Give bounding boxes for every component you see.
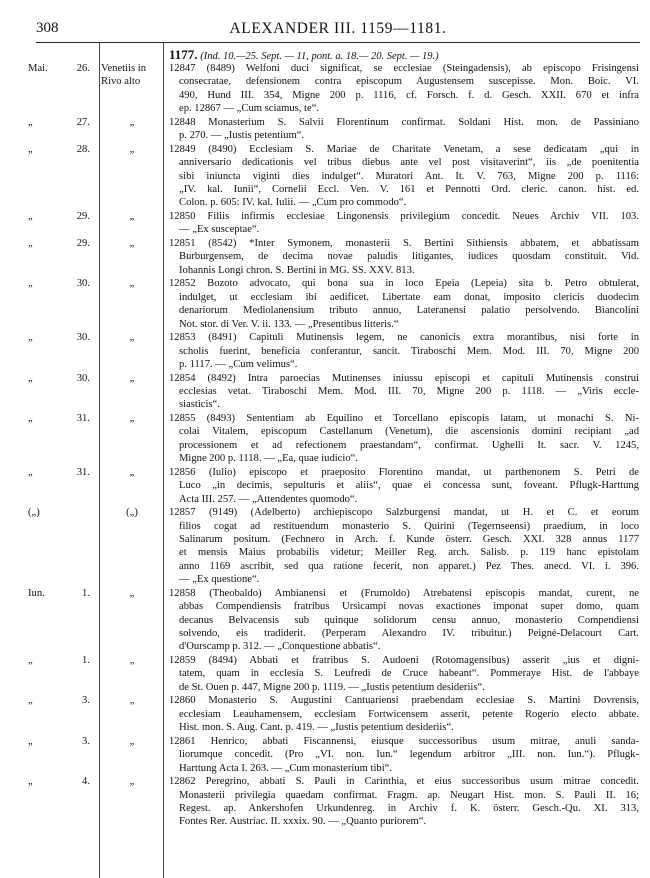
- regest-entry: [169, 587, 639, 654]
- entry-line: anno 1169 ascribit, sed qua ratione fecerit, non apparet.) Pez Thes. anecd. VI. i. 396.: [179, 560, 639, 572]
- entry-line: „IV. kal. Iunii“, Cornelii Eccl. Ven. V. 161 et Pennotti Ord. cleric. canon. hist. ed.: [179, 184, 639, 196]
- entry-date: [28, 210, 98, 223]
- entry-line: Colon. p. 605: IV. kal. Iulii. — „Cum pro commodo“.: [179, 197, 407, 209]
- entry-line: processionem et ad refectionem praestandam“, confirmat. Ughelli It. sacr. V. 1245,: [179, 439, 639, 451]
- entry-place-line: „: [129, 143, 135, 155]
- entry-date: [28, 372, 98, 385]
- entry-line: abbas Compendiensis fratribus Ursicampi novas exactiones imponat super domo, quam: [179, 601, 639, 613]
- entry-place: [101, 775, 163, 788]
- entry-line: tatem, quam in ecclesia S. Leufredi de Cruce habeant“. Pommeraye Hist. de l'abbaye: [179, 668, 639, 680]
- entry-place-line: „: [129, 372, 135, 384]
- entry-line: liorumque concedit. (Pro „VI. non. Iun.“ legendum arbitror „III. non. Iun.“). Pflugk-: [179, 749, 639, 761]
- entry-day: 26.: [76, 63, 90, 74]
- entry-line: 12858 (Theobaldo) Ambianensi et (Frumoldo) Atrebatensi episcopis mandat, curent, ne: [169, 587, 639, 599]
- entry-place-line: „: [129, 587, 135, 599]
- entry-place: [101, 116, 163, 129]
- entry-day: 1.: [82, 587, 90, 599]
- entry-line: indulget, ut ecclesiam ibi aedificet. Libertate eam donat, imposito clericis duodecim: [179, 291, 639, 303]
- entry-place: [101, 506, 163, 519]
- entry-place: [101, 466, 163, 479]
- entry-place-line: „: [129, 655, 135, 666]
- entry-date: [28, 237, 98, 250]
- entry-line: ep. 12867 — „Cum sciamus, te“.: [179, 103, 320, 115]
- regest-entry: [169, 210, 639, 237]
- entry-month: „: [28, 695, 33, 707]
- entry-date: [28, 143, 98, 156]
- entry-line: 12854 (8492) Intra paroecias Mutinenses iniussu episcopi et capituli Mutinensis construi: [169, 372, 639, 384]
- entry-line: siasticis“.: [179, 399, 220, 411]
- entry-place-line: „: [129, 332, 135, 344]
- entry-month: „: [28, 655, 33, 666]
- entry-month: („): [28, 507, 40, 519]
- entry-day: 29.: [76, 238, 90, 249]
- entry-date: [28, 735, 98, 748]
- regest-entry: [169, 237, 639, 277]
- entry-place-line: „: [129, 211, 135, 222]
- entry-place-line: „: [129, 278, 135, 290]
- regest-entry: [169, 116, 639, 143]
- entry-line: 12853 (8491) Capituli Mutinensis legem, ne canonicis extra morantibus, nisi forte in: [169, 332, 639, 344]
- entry-line: — „Ex questione“.: [179, 574, 260, 586]
- entry-line: 12849 (8490) Ecclesiam S. Mariae de Charitate Venetam, a sese dedicatam „qui in: [169, 143, 639, 155]
- entry-month: Mai.: [28, 63, 48, 74]
- entry-line: 12859 (8494) Abbati et fratribus S. Audoeni (Rotomagensibus) asserit „ius et digni-: [169, 655, 639, 666]
- entry-place-line: „: [129, 735, 135, 747]
- entry-day: 30.: [76, 332, 90, 344]
- page-header: [36, 20, 640, 43]
- regest-entry: [169, 694, 639, 734]
- entry-place-line: „: [129, 116, 135, 128]
- entry-date: [28, 587, 98, 600]
- entry-line: p. 270. — „Iustis petentium“.: [179, 130, 305, 142]
- entry-place-line: „: [129, 776, 135, 788]
- entry-date: [28, 654, 98, 667]
- entry-date: [28, 331, 98, 344]
- year-indiction-info: (Ind. 10.—25. Sept. — 11, pont. a. 18.— 20. Sept. — 19.): [200, 51, 439, 62]
- entry-line: ecclesiam Leauhamensem, ecclesiam Fortwicensem asserit, petente Rogerio electo abbate.: [179, 708, 639, 720]
- entry-line: 12847 (8489) Welfoni duci significat, se ecclesiae (Steingadensis), ab episcopo Frisingensi: [169, 63, 639, 74]
- entry-day: 28.: [76, 143, 90, 155]
- entry-line: Acta III. 257. — „Attendentes quomodo“.: [179, 493, 358, 505]
- entry-line: Migne 200 p. 1118. — „Ea, quae iudicio“.: [179, 453, 358, 465]
- entry-place: [101, 237, 163, 250]
- entry-place-line: Rivo alto: [101, 76, 141, 87]
- entry-line: 12861 Henrico, abbati Fiscannensi, eiusque successoribus usum mitrae, anuli sanda-: [169, 735, 639, 747]
- regest-entry: [169, 412, 639, 466]
- entry-month: „: [28, 211, 33, 222]
- regest-entry: [169, 62, 639, 116]
- entry-place: [101, 277, 163, 290]
- entry-line: ecclesias vetat. Tiraboschi Mem. Mod. III. 70, Migne 200 p. 1118. — „Viris eccle-: [179, 386, 639, 397]
- entry-day: 30.: [76, 278, 90, 290]
- entry-place: [101, 331, 163, 344]
- entry-place-line: Venetiis in: [101, 63, 147, 74]
- entry-month: Iun.: [28, 587, 45, 599]
- entry-month: „: [28, 735, 33, 747]
- entry-month: „: [28, 278, 33, 290]
- entry-line: et mensis Maius probabilis videtur; Meiller Reg. arch. Salisb. p. 119 hanc epistolam: [179, 547, 639, 559]
- entry-day: 30.: [76, 372, 90, 384]
- entry-line: decanus Belvacensis sub quinque solidorum censu annuo, monasterio Compendiensi: [179, 614, 639, 626]
- running-title: ALEXANDER III. 1159—1181.: [229, 20, 447, 37]
- year-label: 1177.: [169, 47, 198, 62]
- entry-place: [101, 412, 163, 425]
- page-number: 308: [36, 20, 59, 36]
- entry-line: d'Ourscamp p. 312. — „Conquestione abbatis“.: [179, 641, 381, 653]
- entry-place: [101, 735, 163, 748]
- entry-line: filios cogat ad restituendum monasterio S. Quirini (Tegernseensi) praedium, in loco: [179, 520, 639, 532]
- entry-day: 3.: [82, 735, 90, 747]
- entry-day: 27.: [76, 116, 90, 128]
- entry-date: [28, 506, 98, 519]
- entry-date: [28, 412, 98, 425]
- entry-day: 1.: [82, 655, 90, 666]
- entry-line: de St. Ouen p. 447, Migne 200 p. 1119. — „Iustis petentium desideriis“.: [179, 681, 485, 693]
- entry-line: — „Ex susceptae“.: [179, 224, 260, 236]
- entry-line: 12862 Peregrino, abbati S. Pauli in Carinthia, et eius successoribus usum mitrae concedit.: [169, 776, 639, 788]
- entry-day: 3.: [82, 695, 90, 707]
- entry-place: [101, 654, 163, 667]
- column-rule-place: [163, 43, 164, 878]
- entry-line: scholis fuerint, beneficia conferantur, sancit. Tiraboschi Mem. Mod. III. 70, Migne 200: [179, 345, 639, 357]
- regest-entry: [169, 143, 639, 210]
- entry-month: „: [28, 332, 33, 344]
- year-heading: [169, 47, 639, 63]
- entry-line: Not. stor. di Ver. V. ii. 133. — „Presentibus litteris.“: [179, 318, 399, 330]
- column-rule-date: [99, 43, 100, 878]
- entry-date: [28, 694, 98, 707]
- entry-line: p. 1117. — „Cum velimus“.: [179, 359, 298, 370]
- entry-month: „: [28, 238, 33, 249]
- entry-line: Harttung Acta I. 263. — „Cum monasterium tibi“.: [179, 762, 393, 774]
- entry-line: Fontes Rer. Austriac. II. xxxix. 90. — „Quanto puriorem“.: [179, 816, 427, 828]
- regest-entry: [169, 372, 639, 412]
- entry-line: solvendo, eis tradiderit. (Perperam Alexandro IV. tribuitur.) Peigné-Delacourt Cart.: [179, 628, 639, 640]
- entry-line: 12856 (Iulio) episcopo et praeposito Florentino mandat, ut parthenonem S. Petri de: [169, 466, 639, 478]
- entry-line: 12851 (8542) *Inter Symonem, monasterii S. Bertini Sithiensis abbatem, et abbatissam: [169, 238, 639, 249]
- entry-line: Monasterii privilegia quaedam confirmat. Fragm. ap. Neugart Hist. mon. S. Pauli II. 16;: [179, 789, 639, 801]
- entry-line: Burburgensem, de decima novae paludis litigantes, iudices quosdam constituit. Vid.: [179, 251, 639, 263]
- entry-month: „: [28, 413, 33, 424]
- entry-date: [28, 466, 98, 479]
- entry-date: [28, 116, 98, 129]
- entry-line: anniversario dedicationis vel tribus diebus ante vel post visitaverint“, iis „de poenitentia: [179, 157, 639, 169]
- entry-line: 12857 (9149) (Adelberto) archiepiscopo Salzburgensi mandat, ut H. et C. et eorum: [169, 507, 639, 519]
- entry-place: [101, 694, 163, 707]
- entry-line: 490, Hund III. 354, Migne 200 p. 1116, cf. Forsch. f. d. Gesch. XXII. 670 et infra: [179, 89, 639, 101]
- entry-place: [101, 587, 163, 600]
- entry-line: consecratae, defensionem contra episcopum Augustensem suscepisse. Mon. Boic. VI.: [179, 76, 639, 88]
- regest-entry: [169, 277, 639, 331]
- entry-month: „: [28, 776, 33, 788]
- entry-line: colai Vitalem, episcopum Castellanum (Venetum), die ascensionis domini recipiant „ad: [179, 426, 639, 438]
- regest-entry: [169, 506, 639, 586]
- entry-day: 29.: [76, 211, 90, 222]
- regest-entry: [169, 735, 639, 775]
- entry-place: [101, 143, 163, 156]
- entry-line: sibi iniuncta viginti dies indulget“. Muratori Ant. It. V. 763, Migne 200 p. 1116:: [179, 170, 639, 182]
- entry-place-line: „: [129, 466, 135, 478]
- regest-entry: [169, 775, 639, 829]
- entry-line: Luco „in decimis, sepulturis et aliis“, quae ei concessa sunt, foveant. Pflugk-Harttung: [179, 480, 639, 492]
- entry-month: „: [28, 143, 33, 155]
- entry-line: Iohannis Longi chron. S. Bertini in MG. SS. XXV. 813.: [179, 264, 415, 276]
- entry-line: 12855 (8493) Sententiam ab Equilino et Torcellano episcopis latam, ut monachi S. Ni-: [169, 413, 639, 424]
- regest-entry: [169, 466, 639, 506]
- entry-place-line: „: [129, 695, 135, 707]
- entry-month: „: [28, 372, 33, 384]
- entry-line: 12848 Monasterium S. Salvii Florentinum confirmat. Soldani Hist. mon. de Passiniano: [169, 116, 639, 128]
- entry-place: [101, 372, 163, 385]
- entry-line: denariorum Mediolanensium tributo annuo, Lateranensi palatio persolvendo. Biancolini: [179, 305, 639, 317]
- entry-month: „: [28, 466, 33, 478]
- entry-date: [28, 775, 98, 788]
- entry-line: 12860 Monasterio S. Augustini Cantuariensi praebendam ecclesiae S. Martini Dovrensis,: [169, 695, 639, 707]
- entry-month: „: [28, 116, 33, 128]
- entry-date: [28, 62, 98, 75]
- entry-place-line: („): [126, 507, 138, 519]
- regest-entry: [169, 654, 639, 694]
- entry-day: 31.: [76, 466, 90, 478]
- entry-day: 31.: [76, 413, 90, 424]
- entry-place-line: „: [129, 238, 135, 249]
- entry-place-line: „: [129, 413, 135, 424]
- entry-line: 12850 Filiis infirmis ecclesiae Lingonensis privilegium concedit. Neues Archiv VII. 103.: [169, 211, 639, 222]
- entry-line: 12852 Bozoto advocato, qui bona sua in loco Epeia (Lepeia) sita b. Petro obtulerat,: [169, 278, 639, 290]
- entry-place: [101, 62, 163, 88]
- entry-date: [28, 277, 98, 290]
- entry-line: Regest. ap. Ankershofen Urkundenreg. in Archiv f. K. österr. Gesch.-Qu. XI. 313,: [179, 803, 639, 814]
- entry-place: [101, 210, 163, 223]
- regest-entry: [169, 331, 639, 371]
- entry-line: Hist. mon. S. Aug. Cant. p. 419. — „Iustis petentium desideriis“.: [179, 722, 454, 734]
- entry-line: Salinarum positum. (Fechnero in Arch. f. Kunde österr. Gesch. XXI. 328 annus 1177: [179, 534, 639, 545]
- entry-day: 4.: [82, 776, 90, 788]
